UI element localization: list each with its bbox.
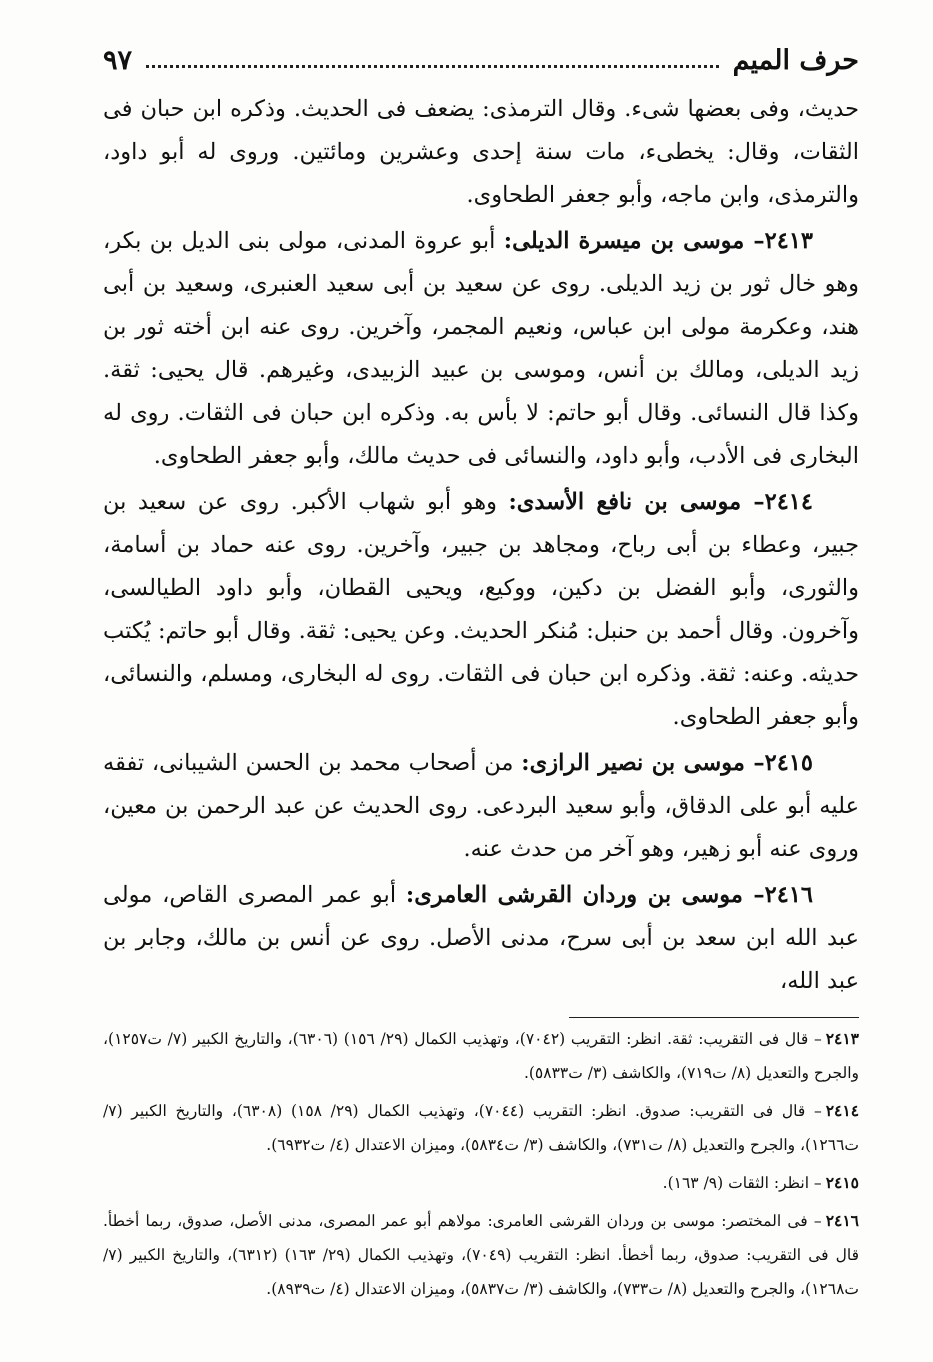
footnotes: [103, 1022, 859, 1306]
footnote-number: ٢٤١٦: [825, 1211, 859, 1230]
footnote-text: – قال فى التقريب: صدوق. انظر: التقريب (٧٠٤٤)، وتهذيب الكمال (٢٩/ ١٥٨) (٦٣٠٨)، والتاريخ الكبير (٧/ ت١٢٦٦)، والجرح والتعديل (٨/ ت٧٣١)، والكاشف (٣/ ت٥٨٣٤)، وميزان الاعتدال (٤/ ت٦٩٣٢).: [103, 1102, 859, 1154]
continuation-paragraph: حديث، وفى بعضها شىء. وقال الترمذى: يضعف فى الحديث. وذكره ابن حبان فى الثقات، وقال: يخطىء، مات سنة إحدى وعشرين ومائتين. وروى له أبو داود، والترمذى، وابن ماجه، وأبو جعفر الطحاوى.: [103, 96, 859, 208]
entry-2413: [103, 220, 859, 478]
entry-number: ٢٤١٥: [764, 750, 813, 776]
footnote-2414: [103, 1094, 859, 1162]
entry-number: ٢٤١٤: [764, 489, 813, 515]
entry-heading: – موسى بن ميسرة الديلى:: [503, 228, 765, 254]
footnote-number: ٢٤١٤: [825, 1101, 860, 1120]
footnote-number: ٢٤١٣: [825, 1029, 860, 1048]
dot-leader: [146, 65, 719, 68]
entry-heading: – موسى بن نصير الرازى:: [521, 750, 765, 776]
entry-heading: – موسى بن نافع الأسدى:: [508, 489, 765, 515]
entry-text: من أصحاب محمد بن الحسن الشيبانى، تفقه عليه أبو على الدقاق، وأبو سعيد البردعى. روى الحديث عن عبد الرحمن بن معين، وروى عنه أبو زهير، وهو آخر من حدث عنه.: [103, 750, 859, 862]
footnote-separator: [569, 1017, 859, 1018]
footnote-2413: [103, 1022, 859, 1090]
footnote-text: – قال فى التقريب: ثقة. انظر: التقريب (٧٠٤٢)، وتهذيب الكمال (٢٩/ ١٥٦) (٦٣٠٦)، والتاريخ الكبير (٧/ ت١٢٥٧)، والجرح والتعديل (٨/ ت٧١٩)، والكاشف (٣/ ت٥٨٣٣).: [103, 1030, 859, 1082]
entry-2415: [103, 742, 859, 871]
running-header: [103, 34, 859, 86]
footnote-text: – فى المختصر: موسى بن وردان القرشى العامرى: مولاهم أبو عمر المصرى، مدنى الأصل، صدوق، ربما أخطأ. قال فى التقريب: صدوق، ربما أخطأ. انظر: التقريب (٧٠٤٩)، وتهذيب الكمال (٢٩/ ١٦٣) (٦٣١٢)، والتاريخ الكبير (٧/ ت١٢٦٨)، والجرح والتعديل (٨/ ت٧٣٣)، والكاشف (٣/ ت٥٨٣٧)، وميزان الاعتدال (٤/ ت٨٩٣٩).: [103, 1212, 859, 1298]
page-number: ٩٧: [103, 44, 133, 76]
entry-2416: [103, 874, 859, 1003]
footnote-2416: [103, 1204, 859, 1306]
entry-heading: – موسى بن وردان القرشى العامرى:: [405, 882, 765, 908]
entry-2414: [103, 481, 859, 739]
footnote-number: ٢٤١٥: [825, 1173, 859, 1192]
chapter-title: حرف الميم: [732, 44, 859, 76]
footnote-2415: [103, 1166, 859, 1200]
entry-number: ٢٤١٣: [764, 228, 813, 254]
entry-text: أبو عمر المصرى القاص، مولى عبد الله ابن سعد بن أبى سرح، مدنى الأصل. روى عن أنس بن مالك، وجابر بن عبد الله،: [103, 882, 859, 994]
main-text: [103, 88, 859, 1003]
entry-number: ٢٤١٦: [764, 882, 813, 908]
footnote-text: – انظر: الثقات (٩/ ١٦٣).: [662, 1174, 822, 1192]
entry-text: أبو عروة المدنى، مولى بنى الديل بن بكر، وهو خال ثور بن زيد الديلى. روى عن سعيد بن أبى سعيد العنبرى، وسعيد بن أبى هند، وعكرمة مولى ابن عباس، ونعيم المجمر، وآخرين. روى عنه ابن أخته ثور بن زيد الديلى، ومالك بن أنس، وموسى بن عبيد الزبيدى، وغيرهم. قال يحيى: ثقة. وكذا قال النسائى. وقال أبو حاتم: لا بأس به. وذكره ابن حبان فى الثقات. روى له البخارى فى الأدب، وأبو داود، والنسائى فى حديث مالك، وأبو جعفر الطحاوى.: [103, 228, 859, 469]
entry-text: وهو أبو شهاب الأكبر. روى عن سعيد بن جبير، وعطاء بن أبى رباح، ومجاهد بن جبير، وآخرين. روى عنه حماد بن أسامة، والثورى، وأبو الفضل بن دكين، ووكيع، ويحيى القطان، وأبو داود الطيالسى، وآخرون. وقال أحمد بن حنبل: مُنكر الحديث. وعن يحيى: ثقة. وقال أبو حاتم: يُكتب حديثه. وعنه: ثقة. وذكره ابن حبان فى الثقات. روى له البخارى، ومسلم، والنسائى، وأبو جعفر الطحاوى.: [103, 489, 859, 730]
